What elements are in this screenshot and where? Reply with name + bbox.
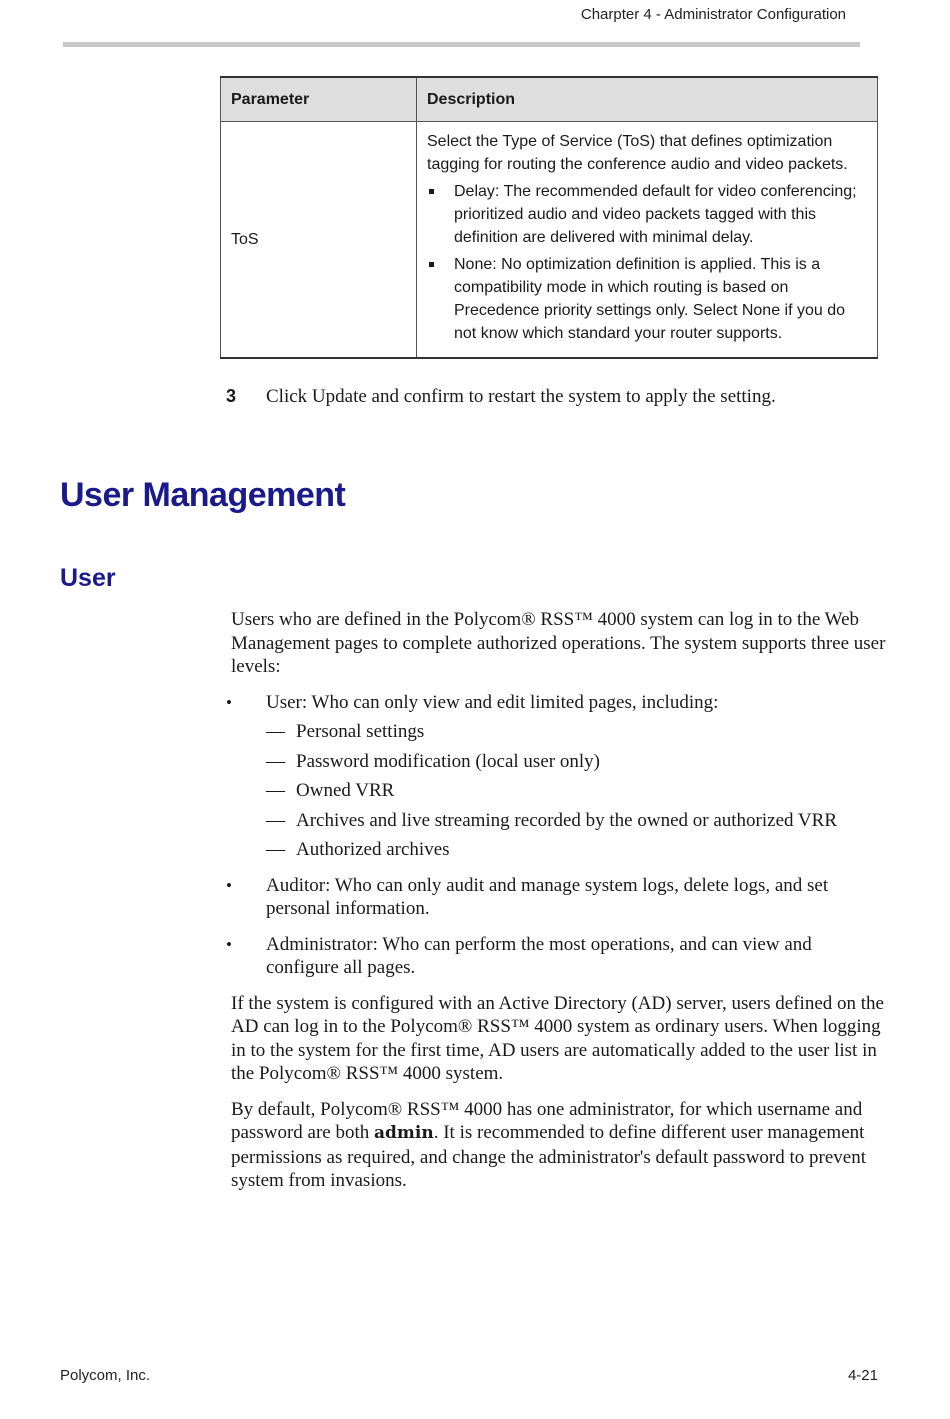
running-header: Charpter 4 - Administrator Configuration xyxy=(580,6,846,23)
description-intro: Select the Type of Service (ToS) that defines optimization tagging for routing the conference audio and video packets. xyxy=(427,133,848,173)
list-item: — Owned VRR xyxy=(266,779,886,803)
list-item: — Archives and live streaming recorded by the owned or authorized VRR xyxy=(266,809,886,833)
default-admin-paragraph xyxy=(231,1098,886,1193)
step-number: 3 xyxy=(226,386,237,406)
header-rule xyxy=(63,42,860,47)
step-text: Click Update and confirm to restart the system to apply the setting. xyxy=(266,386,776,407)
user-permissions-list xyxy=(266,720,886,862)
section-title: User Management xyxy=(60,476,346,514)
body-content xyxy=(231,608,886,1205)
intro-paragraph: Users who are defined in the Polycom® RSS™ 4000 system can log in to the Web Management pages to complete authorized operations. The system supports three user levels: xyxy=(231,609,886,677)
table-row xyxy=(221,122,878,359)
user-levels-list xyxy=(231,691,886,980)
footer-company: Polycom, Inc. xyxy=(60,1367,151,1384)
description-options xyxy=(427,180,867,345)
parameter-cell: ToS xyxy=(221,122,417,359)
description-cell xyxy=(417,122,878,359)
list-item-user xyxy=(231,691,886,862)
list-item-administrator: • Administrator: Who can perform the most operations, and can view and configure all pages. xyxy=(231,933,886,980)
procedure-step xyxy=(226,384,906,409)
page-number: 4-21 xyxy=(847,1367,878,1384)
table-header-row xyxy=(221,77,878,122)
option-none: None: No optimization definition is applied. This is a compatibility mode in which routing is based on Precedence priority settings only. Select None if you do not know which standard your router supports. xyxy=(427,253,867,345)
list-item: — Authorized archives xyxy=(266,838,886,862)
subsection-title: User xyxy=(60,564,116,592)
ad-paragraph: If the system is configured with an Active Directory (AD) server, users defined on the AD can log in to the Polycom® RSS™ 4000 system as ordinary users. When logging in to the system for the first time, AD users are automatically added to the user list in the Polycom® RSS™ 4000 system. xyxy=(231,992,884,1084)
default-text-before: By default, Polycom® RSS™ 4000 has one administrator, for which username and password are both xyxy=(231,1098,863,1143)
list-item-auditor: • Auditor: Who can only audit and manage system logs, delete logs, and set personal information. xyxy=(231,874,886,921)
default-credential: admin xyxy=(374,1123,434,1143)
column-header-parameter: Parameter xyxy=(221,77,417,122)
column-header-description: Description xyxy=(417,77,878,122)
default-text-after: . It is recommended to define different user management permissions as required, and change the administrator's default password to prevent system from invasions. xyxy=(231,1122,866,1191)
list-item: — Password modification (local user only) xyxy=(266,750,886,774)
parameter-table xyxy=(220,76,878,359)
option-delay: Delay: The recommended default for video conferencing; prioritized audio and video packets tagged with this definition are delivered with minimal delay. xyxy=(427,180,867,249)
list-item: — Personal settings xyxy=(266,720,886,744)
list-item-text: User: Who can only view and edit limited pages, including: xyxy=(266,691,719,713)
